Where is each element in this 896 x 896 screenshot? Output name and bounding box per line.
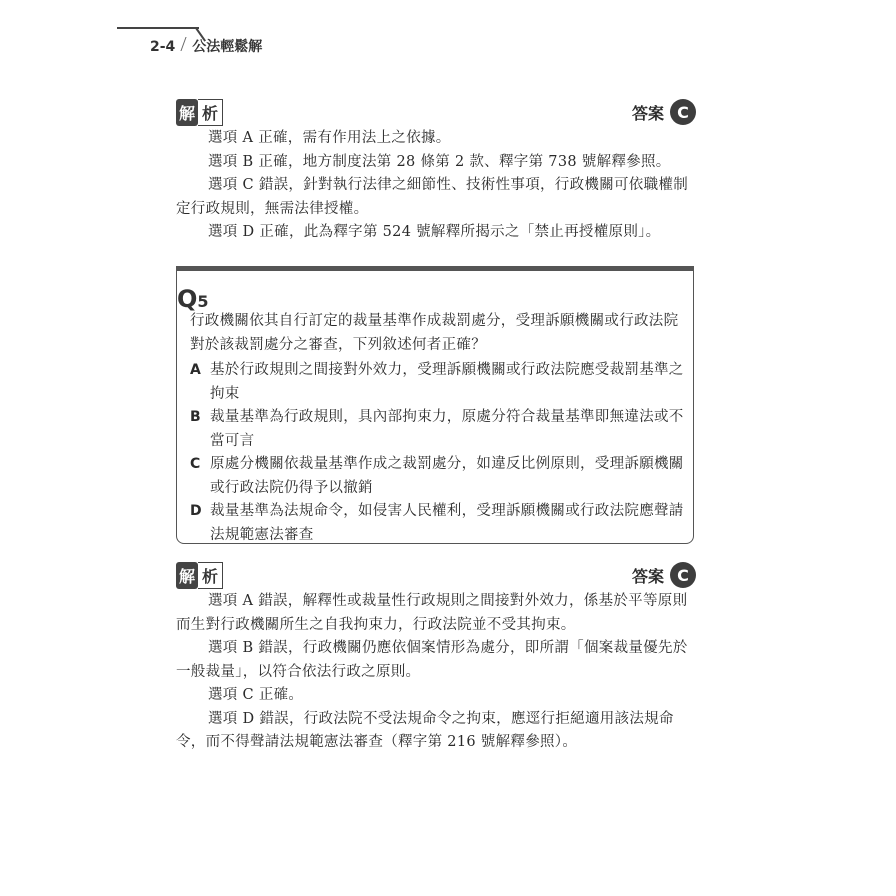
answer-badge: [632, 99, 696, 125]
jiexi-char-2: 析: [198, 99, 223, 126]
explanation-paragraph: 選項 D 錯誤，行政法院不受法規命令之拘束，應逕行拒絕適用該法規命令，而不得聲請法規範憲法審查（釋字第 216 號解釋參照）。: [176, 710, 674, 750]
answer-letter: C: [670, 99, 696, 125]
book-title: 公法輕鬆解: [192, 39, 263, 55]
question-stem: 行政機關依其自行訂定的裁量基準作成裁罰處分，受理訴願機關或行政法院對於該裁罰處分之審查，下列敘述何者正確？: [190, 313, 679, 353]
explanation-section-2: [176, 560, 696, 755]
header-rule: [117, 27, 199, 29]
answer-letter: C: [670, 562, 696, 588]
jiexi-badge: [176, 99, 223, 126]
explanation-paragraph: 選項 C 正確。: [208, 687, 304, 703]
jiexi-char-2: 析: [198, 562, 223, 589]
header-separator: [181, 37, 187, 51]
question-number: [177, 285, 209, 313]
option-a: A 基於行政規則之間接對外效力，受理訴願機關或行政法院應受裁罰基準之拘束: [190, 362, 684, 402]
explanation-paragraph: 選項 B 正確，地方制度法第 28 條第 2 款、釋字第 738 號解釋參照。: [208, 153, 671, 170]
question-q: Q: [177, 285, 198, 313]
answer-label: 答案: [631, 566, 664, 586]
question-content: [190, 310, 690, 547]
option-c: C 原處分機關依裁量基準作成之裁罰處分，如違反比例原則，受理訴願機關或行政法院仍得予以撤銷: [190, 456, 684, 496]
answer-label: 答案: [631, 103, 664, 123]
explanation-paragraph: 選項 A 正確，需有作用法上之依據。: [208, 130, 451, 146]
explanation-paragraph: 選項 C 錯誤，針對執行法律之細節性、技術性事項，行政機關可依職權制定行政規則，無需法律授權。: [176, 177, 689, 217]
explanation-section-1: [176, 97, 696, 245]
question-num: 5: [197, 292, 209, 311]
option-b: B 裁量基準為行政規則，具內部拘束力，原處分符合裁量基準即無違法或不當可言: [190, 409, 684, 449]
explanation-paragraph: 選項 B 錯誤，行政機關仍應依個案情形為處分，即所謂「個案裁量優先於一般裁量」，以符合依法行政之原則。: [176, 640, 688, 680]
option-d: D 裁量基準為法規命令，如侵害人民權利，受理訴願機關或行政法院應聲請法規範憲法審查: [190, 503, 684, 543]
answer-badge: [632, 562, 696, 588]
running-header: [150, 36, 262, 56]
jiexi-char-1: 解: [176, 99, 198, 126]
page-number: 2-4: [150, 39, 176, 55]
jiexi-badge: [176, 562, 223, 589]
jiexi-char-1: 解: [176, 562, 198, 589]
explanation-paragraph: 選項 A 錯誤，解釋性或裁量性行政規則之間接對外效力，係基於平等原則而生對行政機關所生之自我拘束力，行政法院並不受其拘束。: [176, 593, 688, 633]
explanation-paragraph: 選項 D 正確，此為釋字第 524 號解釋所揭示之「禁止再授權原則」。: [208, 224, 661, 240]
